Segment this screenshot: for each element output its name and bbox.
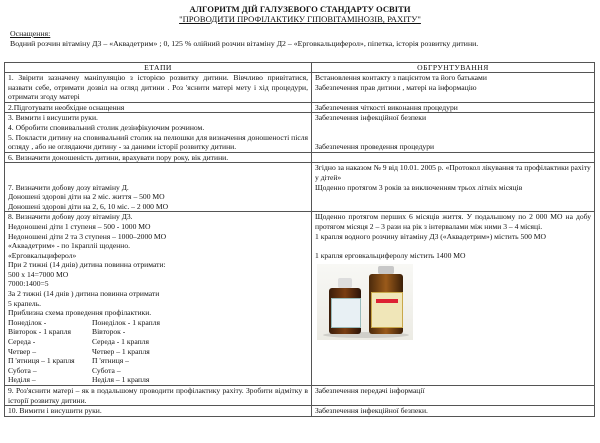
step-text: 9. Роз'яснити матері – як в подальшому проводити профілактику рахіту. Зробити відмітку в історії розвитку дитини. xyxy=(8,386,308,405)
reason-text: Забезпечення передачі інформації xyxy=(315,386,425,395)
step-text: 1. Звірити зазначену маніпуляцію з історією розвитку дитини. Вівчливо привітатися, назвати себе, отримати дозвіл на огляд дитини . Роз 'яснити матері мету і хід процедури, отримати згоду матері xyxy=(8,73,308,102)
step-text: Доношені здорові діти на 2, 6, 10 міс. – 2 000 МО xyxy=(8,201,169,211)
schedule-row: П 'ятниця – 1 крапля П 'ятниця – xyxy=(8,356,129,366)
table-row xyxy=(5,386,595,406)
step-text: 10. Вимити і висушити руки. xyxy=(8,406,102,416)
reason-text: 1 крапля водного розчину вітаміну Д3 («Аквадетрим») містить 500 МО xyxy=(315,231,547,241)
step-text: Недоношені діти 2 та 3 ступеня – 1000–2000 МО xyxy=(8,231,167,241)
step-text: 4. Обробити сповивальний столик дезінфікуючим розчином. xyxy=(8,122,205,132)
table-row xyxy=(5,163,595,212)
step-text: 7000:1400=5 xyxy=(8,279,49,289)
step-text: При 2 тижні (14 днів) дитина повинна отримати: xyxy=(8,260,166,270)
step-text: 5 крапель. xyxy=(8,298,42,308)
step-text: 5. Покласти дитину на сповивальний столик на пелюшки для визначення доношеності після огляду , або не оглядаючи дитину - за даними історії розвитку дитини. xyxy=(8,132,308,152)
schedule-row: Середа - Середа - 1 крапля xyxy=(8,337,149,347)
reason-text: Забезпечення інфекційної безпеки xyxy=(315,113,427,123)
schedule-row: Четвер – Четвер – 1 крапля xyxy=(8,346,150,356)
step-text: 7. Визначити добову дозу вітаміну Д. xyxy=(8,182,129,192)
table-row xyxy=(5,152,595,163)
step-text: 2.Підготувати необхідне оснащення xyxy=(8,102,125,112)
table-row xyxy=(5,102,595,113)
reason-text: Згідно за наказом № 9 від 10.01. 2005 р. «Протокол лікування та профілактики рахіту у дітей» xyxy=(315,163,591,182)
step-text: 3. Вимити і висушити руки. xyxy=(8,113,98,123)
step-text: За 2 тижні (14 днів ) дитина повинна отримати xyxy=(8,289,160,299)
reason-text: Щоденно протягом 3 років за виключенням трьох літніх місяців xyxy=(315,182,523,192)
reason-text: Забезпечення проведення процедури xyxy=(315,142,435,152)
reason-text: Встановлення контакту з пацієнтом та його батьками xyxy=(315,73,487,82)
column-header-reasons: ОБГРУНТУВАННЯ xyxy=(312,63,595,73)
page-subtitle: "ПРОВОДИТИ ПРОФІЛАКТИКУ ГІПОВІТАМІНОЗІВ, РАХІТУ" xyxy=(179,14,421,24)
schedule-row: Вівторок - 1 крапля Вівторок - xyxy=(8,327,126,337)
table-row xyxy=(5,406,595,417)
algorithm-table xyxy=(4,62,595,417)
page-title: АЛГОРИТМ ДІЙ ГАЛУЗЕВОГО СТАНДАРТУ ОСВІТИ xyxy=(189,4,411,14)
step-text: Приблизна схема проведення профілактики. xyxy=(8,308,152,318)
schedule-row: Понеділок - Понеділок - 1 крапля xyxy=(8,317,160,327)
step-text: Недоношені діти 1 ступеня – 500 - 1000 МО xyxy=(8,221,151,231)
step-text: «Аквадетрим» - по 1крапліі щоденно. xyxy=(8,241,131,251)
column-header-stages: ЕТАПИ xyxy=(5,63,312,73)
vitamin-bottles-photo xyxy=(317,264,413,340)
table-row xyxy=(5,212,595,386)
step-text: 500 х 14=7000 МО xyxy=(8,269,69,279)
reason-text: Щоденно протягом перших 6 місяців життя. У подальшому по 2 000 МО на добу протягом місяця 2 – 3 рази на рік з інтервалами між ними 3 – 4 місяці. xyxy=(315,212,591,231)
step-text: 6. Визначити доношеність дитини, врахувати пору року, вік дитини. xyxy=(8,152,229,162)
step-text: Доношені здорові діти на 2 міс. життя – 500 МО xyxy=(8,192,165,202)
equipment-heading: Оснащення: xyxy=(10,29,51,38)
reason-text: Забезпечення прав дитини , матері на інформацію xyxy=(315,82,477,92)
table-row xyxy=(5,113,595,152)
step-text: 8. Визначити добову дозу вітаміну Д3. xyxy=(8,212,133,222)
ergocalciferol-bottle-icon xyxy=(329,288,361,334)
reason-text: Забезпечення інфекційної безпеки. xyxy=(315,406,428,416)
table-row xyxy=(5,73,595,103)
schedule-row: Неділя – Неділя – 1 крапля xyxy=(8,375,150,385)
reason-text: 1 крапля ерговкальциферолу містить 1400 МО xyxy=(315,250,466,260)
reason-text: Забезпечення чіткості виконання процедури xyxy=(315,102,458,112)
equipment-text: Водний розчин вітаміну Д3 – «Аквадетрим» ; 0, 125 % олійний розчин вітаміну Д2 – «Ерговкальциферол», піпетка, історія розвитку дитини. xyxy=(10,38,479,48)
table-header-row xyxy=(5,63,595,73)
aquadetrim-bottle-icon xyxy=(369,274,403,334)
step-text: «Ерговкальциферол» xyxy=(8,250,77,260)
schedule-row: Субота – Субота – xyxy=(8,365,121,375)
